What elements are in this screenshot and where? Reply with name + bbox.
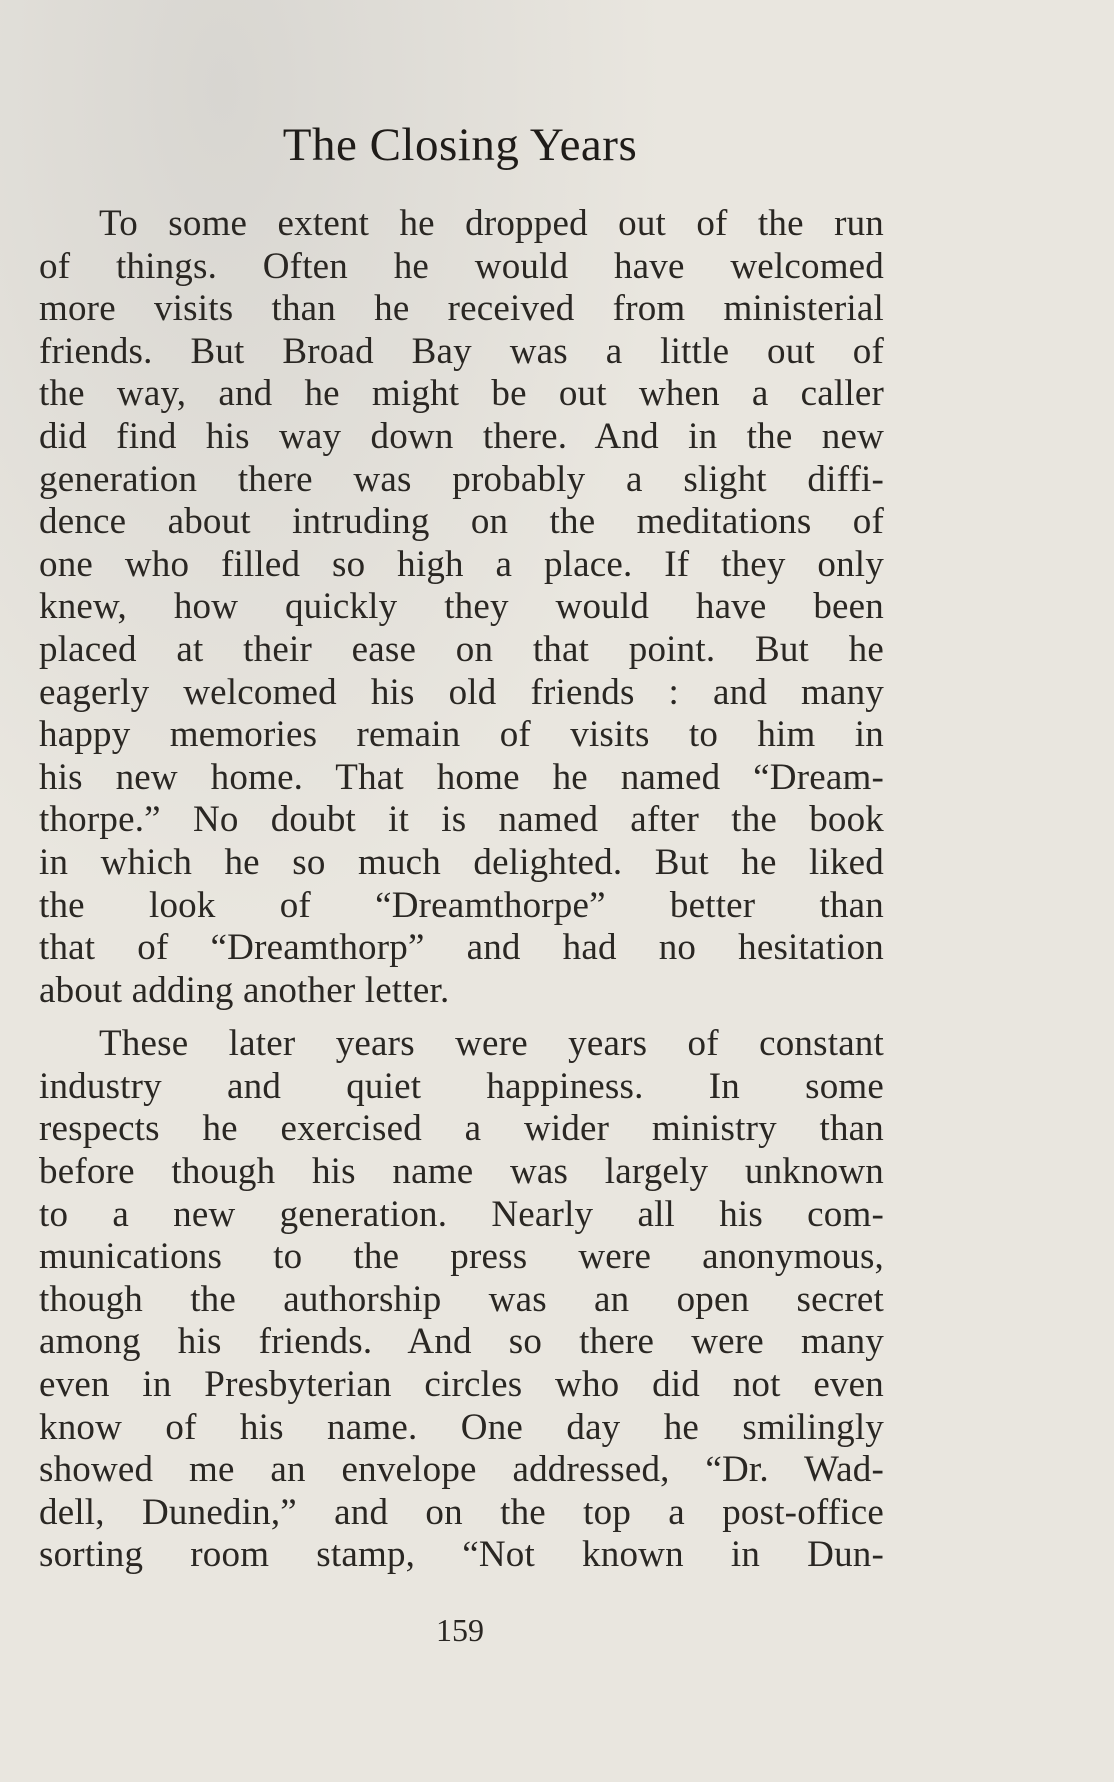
- text-line: generation there was probably a slight diffi-: [39, 458, 884, 500]
- text-line: placed at their ease on that point. But he: [39, 628, 884, 670]
- text-line: before though his name was largely unknown: [39, 1151, 884, 1193]
- text-line: showed me an envelope addressed, “Dr. Wad-: [39, 1449, 884, 1491]
- text-line: the way, and he might be out when a caller: [39, 373, 884, 415]
- text-line: even in Presbyterian circles who did not even: [39, 1364, 884, 1406]
- paragraph-2: [39, 1023, 884, 1577]
- running-head: The Closing Years: [282, 119, 638, 171]
- text-line: These later years were years of constant: [99, 1023, 884, 1065]
- text-line: munications to the press were anonymous,: [39, 1236, 884, 1278]
- text-line: that of “Dreamthorp” and had no hesitation: [39, 927, 884, 969]
- text-line: among his friends. And so there were many: [39, 1321, 884, 1363]
- text-line: his new home. That home he named “Dream-: [39, 756, 884, 798]
- text-line: industry and quiet happiness. In some: [39, 1065, 884, 1107]
- text-line: happy memories remain of visits to him in: [39, 714, 884, 756]
- text-line: more visits than he received from ministerial: [39, 288, 884, 330]
- text-line: To some extent he dropped out of the run: [99, 203, 884, 244]
- text-line: did find his way down there. And in the new: [39, 415, 884, 457]
- text-line: about adding another letter.: [39, 969, 450, 1011]
- text-line: to a new generation. Nearly all his com-: [39, 1193, 884, 1235]
- text-line: of things. Often he would have welcomed: [39, 245, 884, 287]
- page-number: 159: [436, 1612, 484, 1648]
- text-line: thorpe.” No doubt it is named after the book: [39, 799, 884, 841]
- text-line: friends. But Broad Bay was a little out of: [39, 330, 884, 372]
- text-line: the look of “Dreamthorpe” better than: [39, 884, 884, 926]
- text-line: sorting room stamp, “Not known in Dun-: [39, 1534, 884, 1576]
- text-line: respects he exercised a wider ministry than: [39, 1108, 884, 1150]
- paragraph-gap: [39, 1012, 884, 1023]
- text-line: one who filled so high a place. If they only: [39, 543, 884, 585]
- text-line: dell, Dunedin,” and on the top a post-office: [39, 1491, 884, 1533]
- text-line: in which he so much delighted. But he liked: [39, 841, 884, 883]
- text-line: know of his name. One day he smilingly: [39, 1406, 884, 1448]
- paragraph-1: [39, 203, 884, 1012]
- body-text: [39, 203, 884, 1577]
- text-line: dence about intruding on the meditations of: [39, 501, 884, 543]
- text-line: though the authorship was an open secret: [39, 1278, 884, 1320]
- text-line: knew, how quickly they would have been: [39, 586, 884, 628]
- text-line: eagerly welcomed his old friends : and many: [39, 671, 884, 713]
